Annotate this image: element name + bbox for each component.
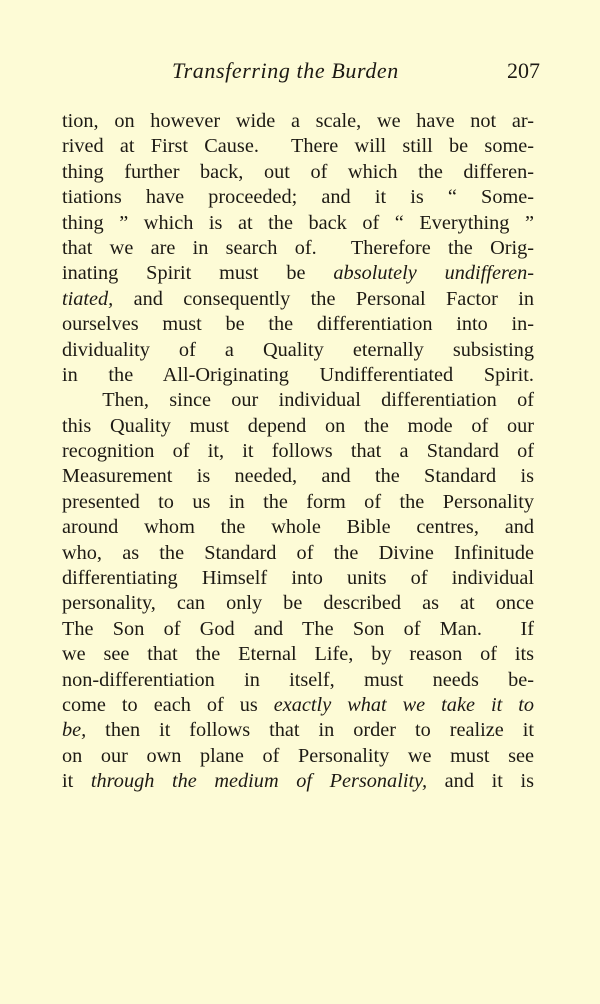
text-line	[62, 718, 534, 743]
italic-text: through the medium of Personality,	[90, 770, 428, 793]
text-line	[62, 464, 534, 489]
text-segment: inating Spirit must be	[62, 262, 334, 285]
text-segment: thing further back, out of which the differen-	[62, 160, 534, 183]
italic-text: tiated,	[62, 287, 114, 310]
text-segment: and it is	[427, 770, 534, 793]
text-line	[62, 211, 534, 236]
text-line	[62, 617, 534, 642]
text-segment: personality, can only be described as at once	[62, 592, 534, 615]
text-segment: ourselves must be the differentiation into in-	[62, 313, 534, 336]
italic-text: be,	[62, 719, 87, 742]
text-segment: come to each of us	[62, 693, 274, 716]
text-segment: on our own plane of Personality we must see	[62, 744, 534, 767]
text-segment: non-differentiation in itself, must needs be-	[62, 668, 534, 691]
text-line	[62, 185, 534, 210]
text-line	[62, 160, 534, 185]
running-title: Transferring the Burden	[172, 58, 399, 83]
text-line	[62, 236, 534, 261]
text-segment: recognition of it, it follows that a Standard of	[62, 440, 534, 463]
text-line	[62, 109, 534, 134]
text-line	[62, 566, 534, 591]
text-segment: The Son of God and The Son of Man. If	[62, 617, 534, 640]
text-line	[62, 312, 534, 337]
text-segment: this Quality must depend on the mode of our	[62, 414, 534, 437]
text-segment: who, as the Standard of the Divine Infinitude	[62, 541, 534, 564]
text-segment: rived at First Cause. There will still be some-	[62, 135, 534, 158]
text-line	[62, 439, 534, 464]
text-segment: Measurement is needed, and the Standard is	[62, 465, 534, 488]
text-line	[62, 693, 534, 718]
text-segment: thing ” which is at the back of “ Everything ”	[62, 211, 534, 234]
text-line	[62, 338, 534, 363]
text-segment: tiations have proceeded; and it is “ Some-	[62, 186, 534, 209]
text-segment: in the All-Originating Undifferentiated Spirit.	[62, 363, 534, 386]
text-line	[62, 744, 534, 769]
text-line	[62, 287, 534, 312]
text-segment: differentiating Himself into units of individual	[62, 567, 534, 590]
text-segment: it	[62, 770, 91, 793]
text-segment: Then, since our individual differentiation of	[62, 389, 534, 412]
page-body-text	[62, 109, 534, 795]
text-line	[62, 515, 534, 540]
text-line	[62, 541, 534, 566]
text-line	[62, 769, 534, 794]
text-segment: tion, on however wide a scale, we have not ar-	[62, 110, 534, 132]
text-segment: then it follows that in order to realize it	[86, 719, 534, 742]
text-line	[62, 490, 534, 515]
running-header	[172, 58, 540, 88]
page-number: 207	[507, 58, 540, 83]
text-segment: that we are in search of. Therefore the Orig-	[62, 236, 534, 259]
text-segment: we see that the Eternal Life, by reason of its	[62, 643, 534, 666]
text-line	[62, 134, 534, 159]
text-line	[62, 668, 534, 693]
text-segment: and consequently the Personal Factor in	[113, 287, 534, 310]
text-line	[62, 261, 534, 286]
text-segment: dividuality of a Quality eternally subsisting	[62, 338, 534, 361]
italic-text: exactly what we take it to	[273, 693, 534, 716]
italic-text: absolutely undifferen-	[333, 262, 534, 285]
text-line	[62, 642, 534, 667]
text-segment: presented to us in the form of the Personality	[62, 490, 534, 513]
text-line	[62, 388, 534, 413]
text-line	[62, 414, 534, 439]
text-segment: around whom the whole Bible centres, and	[62, 516, 534, 539]
text-line	[62, 591, 534, 616]
text-line	[62, 363, 534, 388]
